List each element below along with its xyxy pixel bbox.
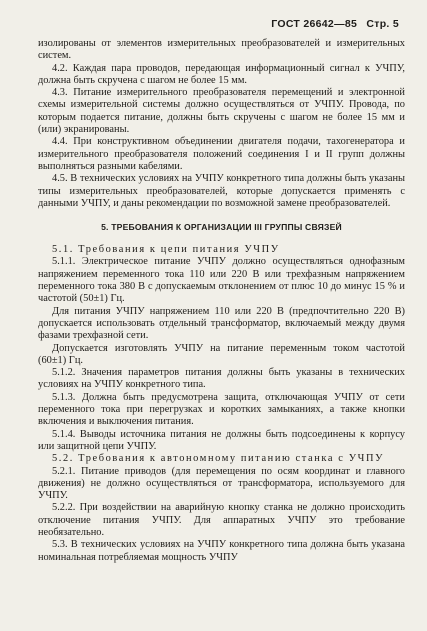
paragraph-power-220: Для питания УЧПУ напряжением 110 или 220 В (предпочтительно 220 В) допускается использовать отдельный трансформатор, включаемый между двумя фазами трехфазной сети. [38,305,405,342]
paragraph-4-2: 4.2. Каждая пара проводов, передающая информационный сигнал к УЧПУ, должна быть скручена с шагом не более 15 мм. [38,62,405,86]
page-header [265,18,399,30]
paragraph-4-5: 4.5. В технических условиях на УЧПУ конкретного типа должны быть указаны типы измерительных преобразователей, которые допускается применять с данными УЧПУ, и даны рекомендации по возможной замене преобразователей. [38,173,405,209]
paragraph-5-2-2: 5.2.2. При воздействии на аварийную кнопку станка не должно происходить отключение питания УЧПУ. Для аппаратных УЧПУ это требование необязательно. [38,502,405,538]
paragraph-4-4: 4.4. При конструктивном объединении двигателя подачи, тахогенератора и измерительного преобразователя положений соединения I и II групп должны выполняться разными кабелями. [38,136,405,172]
paragraph-60hz: Допускается изготовлять УЧПУ на питание переменным током частотой (60±1) Гц. [38,342,405,366]
subheading-5-1: 5.1. Требования к цепи питания УЧПУ [52,244,280,256]
paragraph-5-1-3: 5.1.3. Должна быть предусмотрена защита, отключающая УЧПУ от сети переменного тока при перегрузках и коротких замыканиях, а также кнопки включения и выключения питания. [38,391,405,428]
paragraph-5-1-2: 5.1.2. Значения параметров питания должны быть указаны в технических условиях на УЧПУ конкретного типа. [38,367,405,391]
paragraph-continuation: изолированы от элементов измерительных преобразователей и измерительных систем. [38,38,405,62]
document-body [38,38,405,564]
paragraph-5-1-4: 5.1.4. Выводы источника питания не должны быть подсоединены к корпусу или защитной цепи УЧПУ. [38,428,405,452]
paragraph-5-1-1: 5.1.1. Электрическое питание УЧПУ должно осуществляться однофазным напряжением переменного тока 110 или 220 В или трехфазным напряжением переменного тока 380 В с допускаемым отклонением от плюс 10 до минус 15 % и частотой (50±1) Гц. [38,256,405,305]
paragraph-4-3: 4.3. Питание измерительного преобразователя перемещений и электронной схемы измерительной системы должно осуществляться от УЧПУ. Провода, по которым подается питание, должны быть скручены с шагом не более 15 мм и (или) экранированы. [38,87,405,136]
page-number: Стр. 5 [366,18,399,30]
paragraph-5-2-1: 5.2.1. Питание приводов (для перемещения по осям координат и главного движения) не должно осуществляться от трансформатора, используемого для УЧПУ. [38,465,405,502]
paragraph-5-3: 5.3. В технических условиях на УЧПУ конкретного типа должна быть указана номинальная потребляемая мощность УЧПУ [38,539,405,563]
standard-number: ГОСТ 26642—85 [271,18,358,30]
section-5-title: 5. ТРЕБОВАНИЯ К ОРГАНИЗАЦИИ III ГРУППЫ СВЯЗЕЙ [101,222,342,233]
subheading-5-2: 5.2. Требования к автономному питанию станка с УЧПУ [52,453,385,465]
